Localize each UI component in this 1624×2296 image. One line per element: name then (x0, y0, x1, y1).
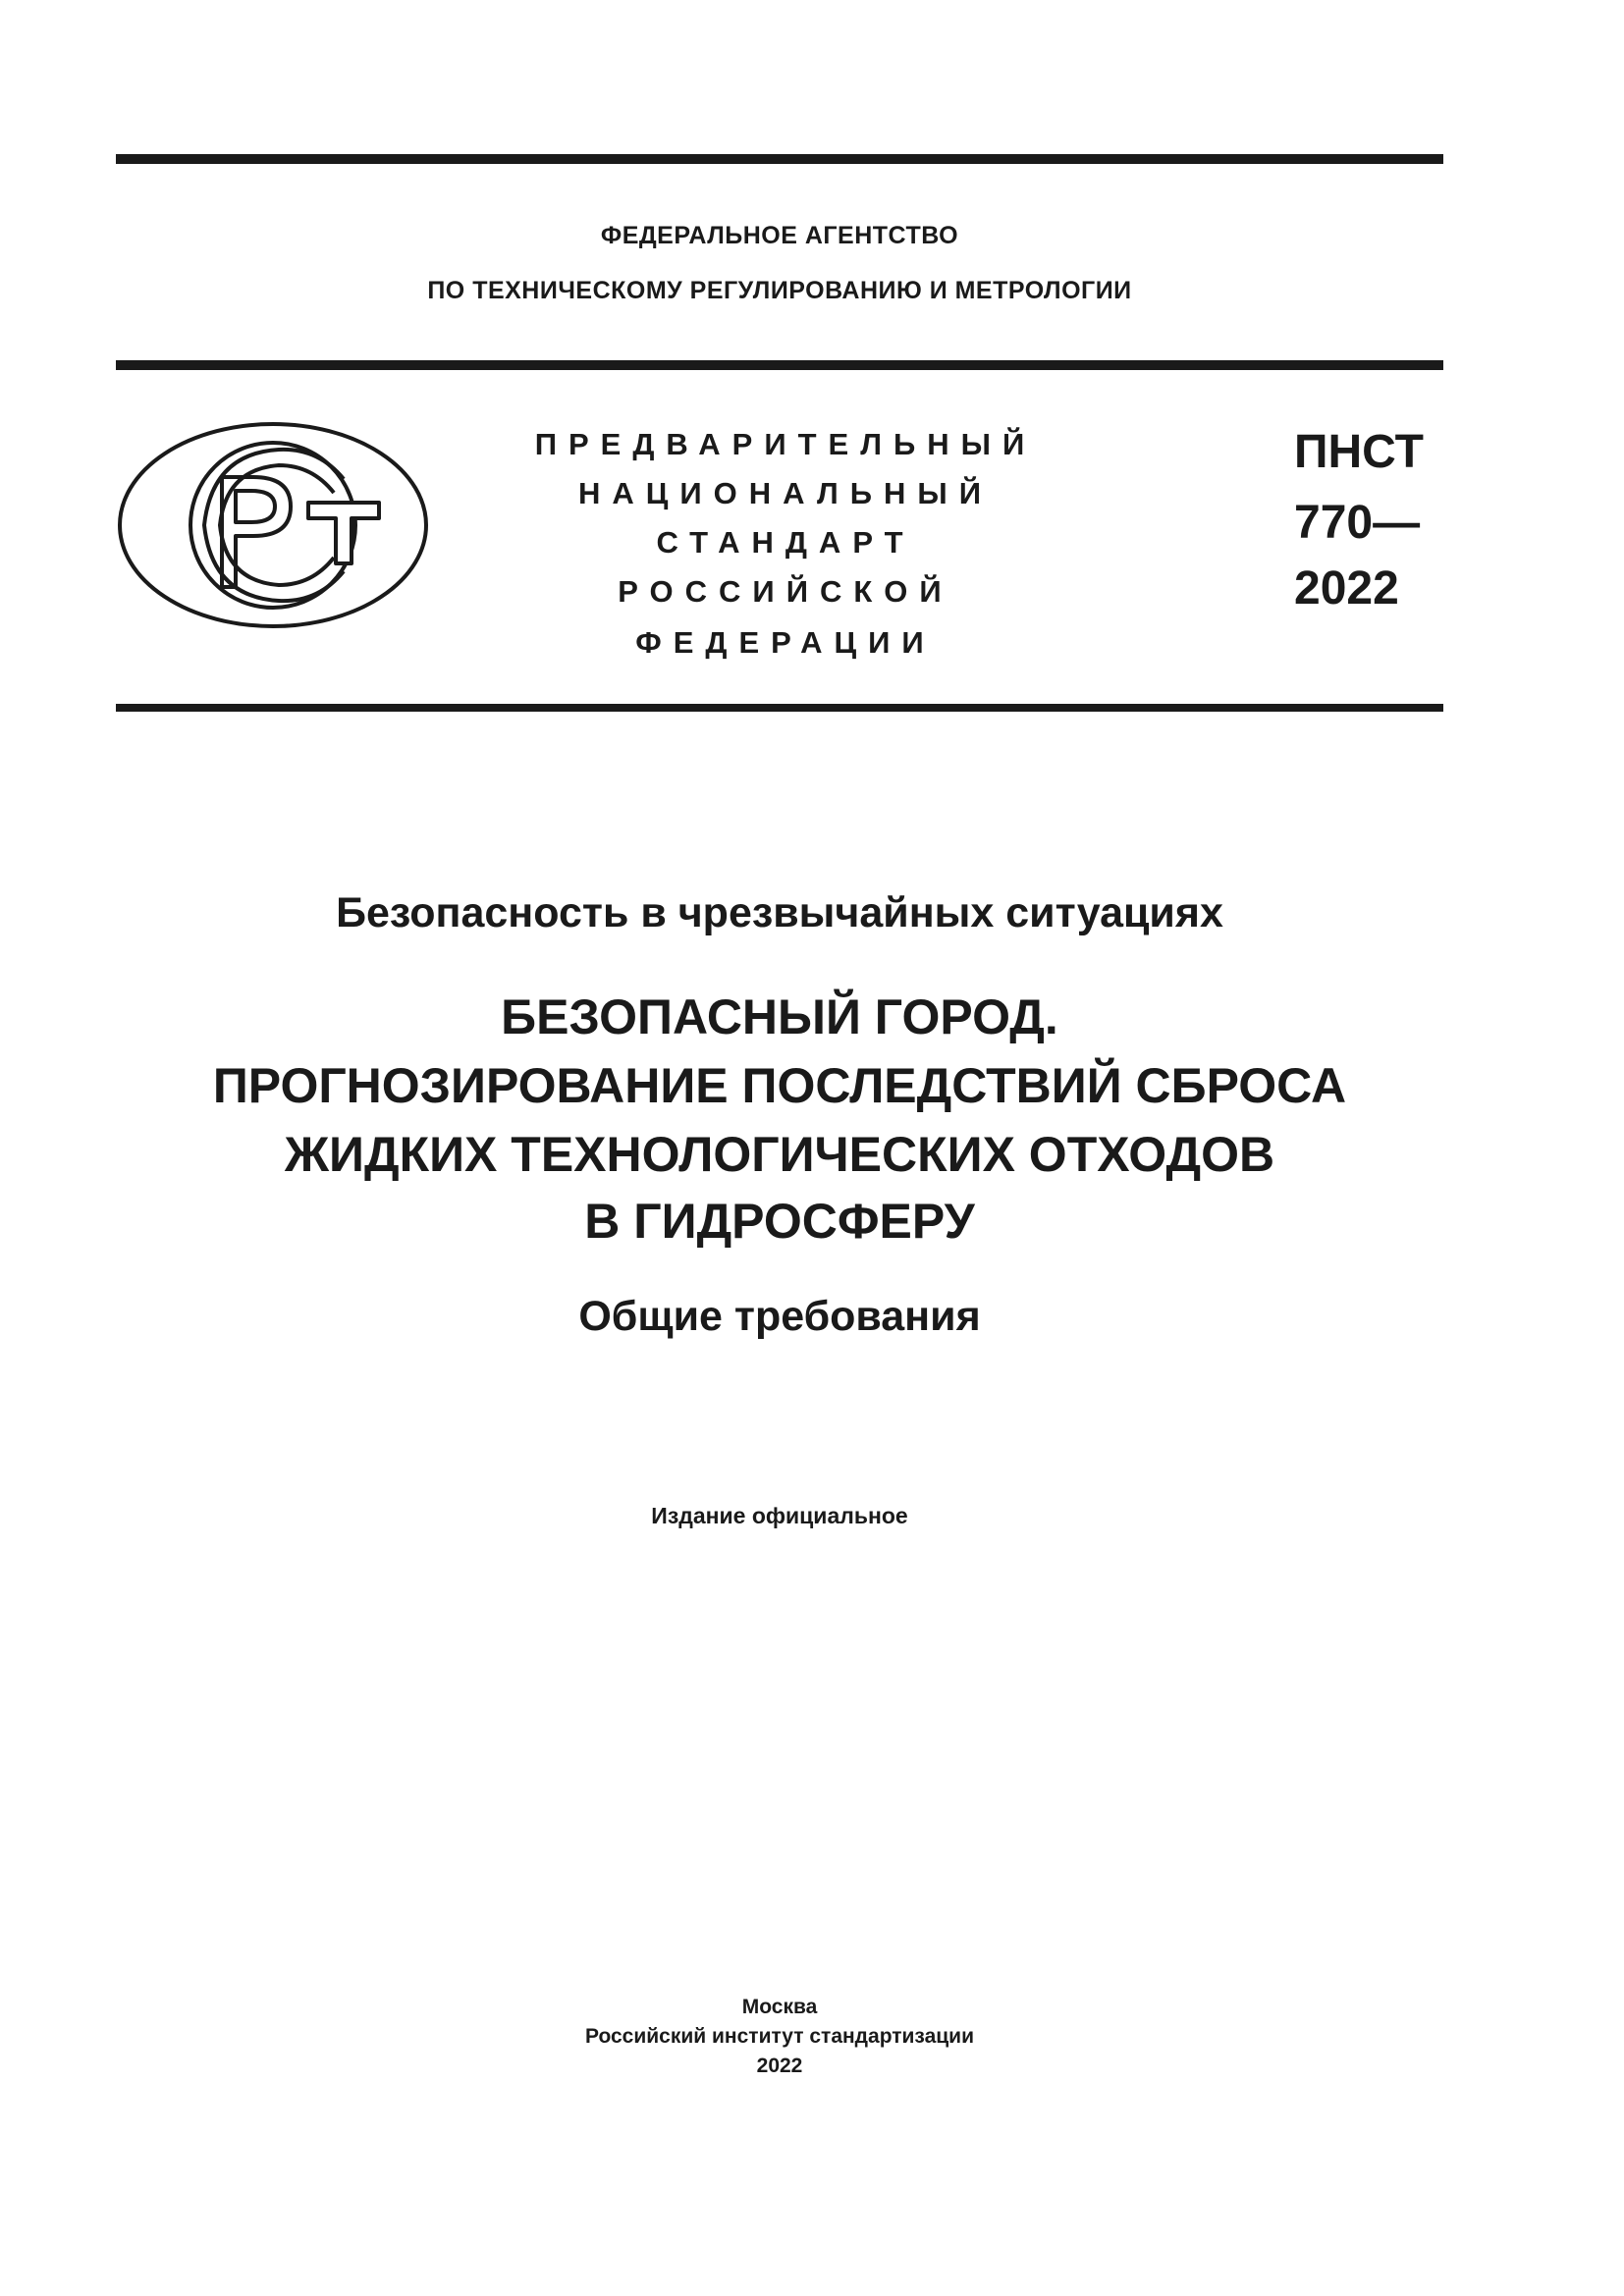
series-title: Безопасность в чрезвычайных ситуациях (336, 889, 1223, 936)
standard-code-year: 2022 (1294, 562, 1399, 614)
document-title-line3: ЖИДКИХ ТЕХНОЛОГИЧЕСКИХ ОТХОДОВ (284, 1127, 1275, 1182)
middle-rule (116, 360, 1443, 370)
imprint-year: 2022 (756, 2055, 803, 2077)
designation-line4: РОССИЙСКОЙ (618, 574, 953, 609)
designation-line2: НАЦИОНАЛЬНЫЙ (577, 476, 994, 510)
designation-line3: СТАНДАРТ (656, 525, 915, 560)
document-title-line4: В ГИДРОСФЕРУ (584, 1194, 975, 1249)
agency-name-line1: ФЕДЕРАЛЬНОЕ АГЕНТСТВО (600, 222, 959, 249)
agency-name-line2: ПО ТЕХНИЧЕСКОМУ РЕГУЛИРОВАНИЮ И МЕТРОЛОГИИ (427, 277, 1132, 304)
document-subtitle: Общие требования (578, 1293, 981, 1340)
imprint-publisher: Российский институт стандартизации (584, 2025, 975, 2048)
edition-note: Издание официальное (651, 1503, 908, 1528)
document-title-line2: ПРОГНОЗИРОВАНИЕ ПОСЛЕДСТВИЙ СБРОСА (212, 1058, 1347, 1113)
standard-code-prefix: ПНСТ (1294, 426, 1424, 478)
bottom-rule (116, 704, 1443, 712)
top-rule (116, 154, 1443, 164)
standard-code-number: 770— (1294, 497, 1421, 549)
rst-gost-emblem-icon (116, 420, 430, 630)
designation-line5: ФЕДЕРАЦИИ (635, 625, 936, 660)
imprint-city: Москва (741, 1996, 818, 2018)
designation-line1: ПРЕДВАРИТЕЛЬНЫЙ (534, 427, 1037, 461)
document-title-line1: БЕЗОПАСНЫЙ ГОРОД. (501, 989, 1058, 1044)
